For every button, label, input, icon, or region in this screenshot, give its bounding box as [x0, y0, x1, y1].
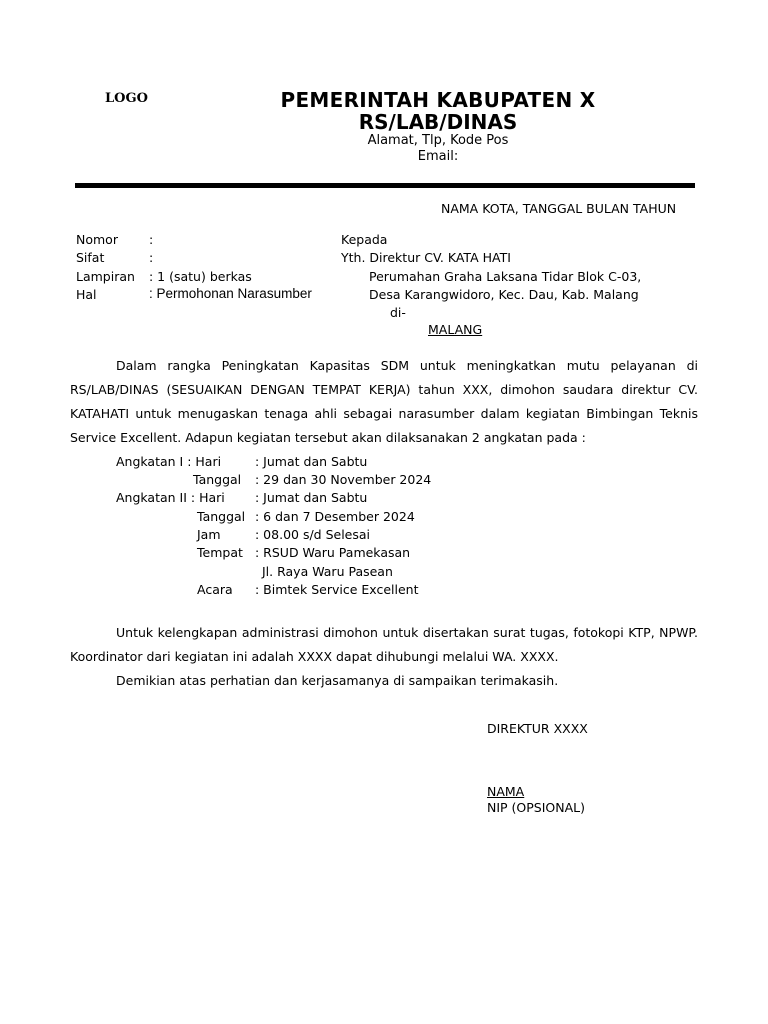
- nomor-label: Nomor: [76, 232, 118, 247]
- hal-value: : Permohonan Narasumber: [149, 286, 312, 301]
- schedule-a2-tanggal: : 6 dan 7 Desember 2024: [255, 509, 415, 524]
- schedule-acara: : Bimtek Service Excellent: [255, 582, 419, 597]
- schedule-acara-label: Acara: [197, 582, 233, 597]
- schedule-tempat-label: Tempat: [197, 545, 243, 560]
- body-paragraph-1: Dalam rangka Peningkatan Kapasitas SDM untuk meningkatkan mutu pelayanan di RS/LAB/DINAS (SESUAIKAN DENGAN TEMPAT KERJA) tahun XXX, dimohon saudara direktur CV. KATAHATI untuk menugaskan tenaga ahli sebagai narasumber dalam kegiatan Bimbingan Teknis Service Excellent. Adapun kegiatan tersebut akan dilaksanakan 2 angkatan pada :: [70, 358, 698, 445]
- recipient-kepada: Kepada: [341, 232, 388, 247]
- date-line: NAMA KOTA, TANGGAL BULAN TAHUN: [441, 201, 677, 216]
- signature-name: NAMA: [487, 784, 525, 799]
- schedule-jam-label: Jam: [197, 527, 221, 542]
- sifat-value: :: [149, 250, 154, 265]
- schedule-tempat-2: Jl. Raya Waru Pasean: [262, 564, 393, 579]
- recipient-name: Yth. Direktur CV. KATA HATI: [341, 250, 511, 265]
- lampiran-value: : 1 (satu) berkas: [149, 269, 252, 284]
- nomor-value: :: [149, 232, 154, 247]
- schedule-tempat: : RSUD Waru Pamekasan: [255, 545, 411, 560]
- sifat-label: Sifat: [76, 250, 105, 265]
- lampiran-label: Lampiran: [76, 269, 135, 284]
- recipient-di: di-: [390, 305, 406, 320]
- letterhead-subtitle: RS/LAB/DINAS: [358, 110, 518, 134]
- letterhead-email: Email:: [417, 149, 459, 164]
- schedule-jam: : 08.00 s/d Selesai: [255, 527, 371, 542]
- hal-label: Hal: [76, 287, 97, 302]
- schedule-a1-tanggal: : 29 dan 30 November 2024: [255, 472, 432, 487]
- letterhead-divider: [75, 183, 695, 188]
- logo-placeholder: LOGO: [105, 91, 148, 106]
- schedule-a2-tanggal-label: Tanggal: [197, 509, 246, 524]
- signature-title: DIREKTUR XXXX: [487, 721, 588, 736]
- schedule-a2-label: Angkatan II : Hari: [116, 490, 225, 505]
- body-paragraph-2: Untuk kelengkapan administrasi dimohon untuk disertakan surat tugas, fotokopi KTP, NPWP. Koordinator dari kegiatan ini adalah XXXX dapat dihubungi melalui WA. XXXX.: [70, 625, 698, 664]
- letterhead-title: PEMERINTAH KABUPATEN X: [280, 88, 596, 112]
- recipient-city: MALANG: [428, 322, 483, 337]
- recipient-address-2: Desa Karangwidoro, Kec. Dau, Kab. Malang: [369, 287, 639, 302]
- letterhead-address: Alamat, Tlp, Kode Pos: [367, 133, 509, 148]
- signature-nip: NIP (OPSIONAL): [487, 800, 586, 815]
- body-paragraph-3: Demikian atas perhatian dan kerjasamanya di sampaikan terimakasih.: [116, 673, 559, 688]
- schedule-a2-hari: : Jumat dan Sabtu: [255, 490, 368, 505]
- schedule-a1-tanggal-label: Tanggal: [193, 472, 242, 487]
- schedule-a1-hari: : Jumat dan Sabtu: [255, 454, 368, 469]
- schedule-a1-label: Angkatan I : Hari: [116, 454, 222, 469]
- recipient-address-1: Perumahan Graha Laksana Tidar Blok C-03,: [369, 269, 642, 284]
